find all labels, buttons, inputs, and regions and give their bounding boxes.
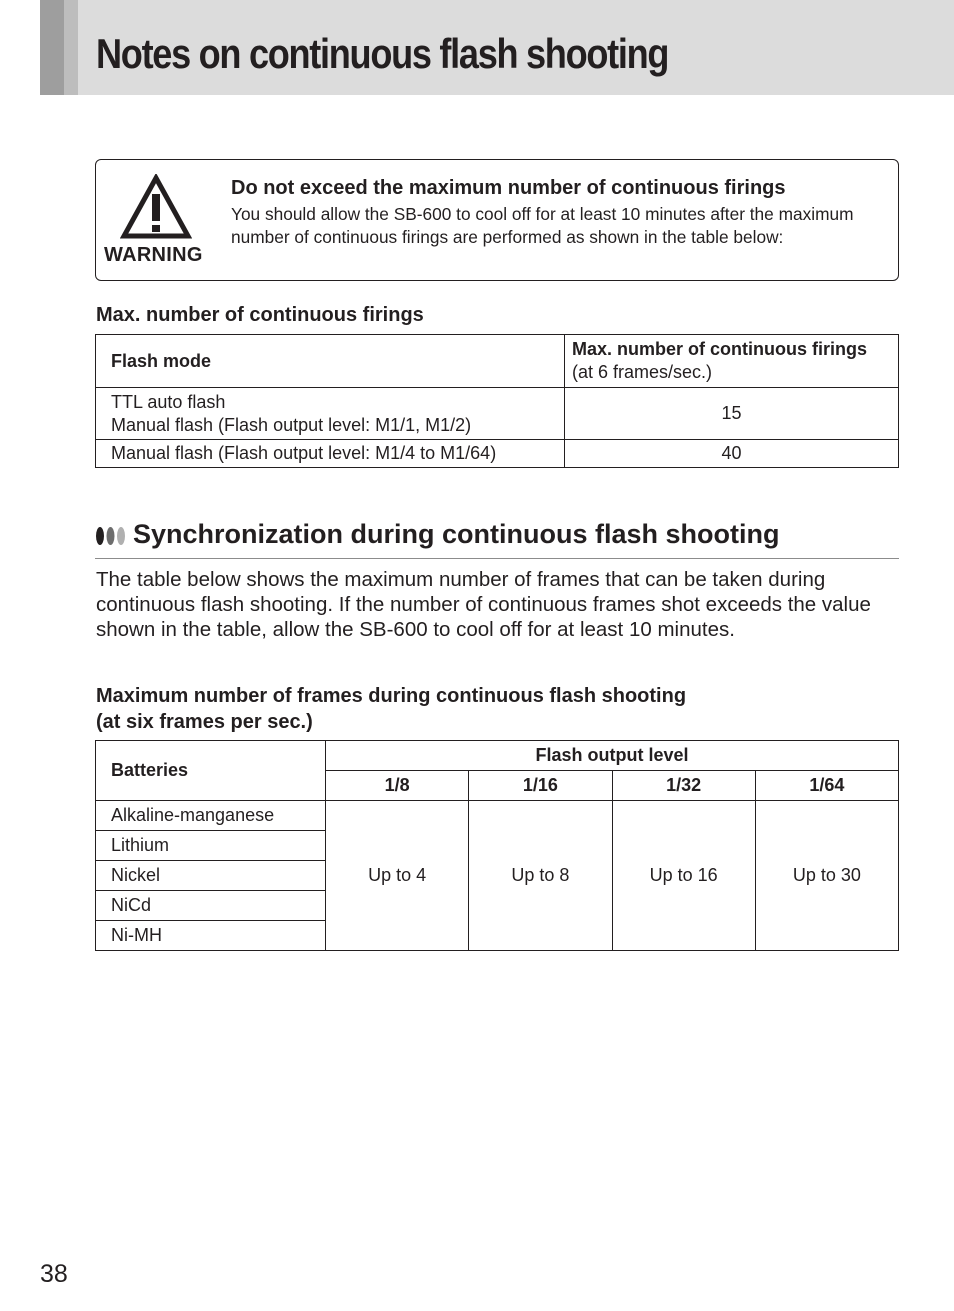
level-header: 1/16 xyxy=(469,771,612,801)
warning-heading: Do not exceed the maximum number of continuous firings xyxy=(231,177,786,199)
level-header: 1/64 xyxy=(755,771,898,801)
table-row xyxy=(96,388,899,440)
header-accent-bar-light xyxy=(64,0,78,95)
section-bullet-icon xyxy=(95,525,127,547)
flash-output-level-header: Flash output level xyxy=(326,741,899,771)
firings-table-heading: Max. number of continuous firings xyxy=(96,304,424,326)
flash-mode-line: TTL auto flash xyxy=(111,391,226,412)
table-header-row xyxy=(96,335,899,388)
flash-mode-cell xyxy=(96,388,565,440)
warning-box xyxy=(95,159,899,281)
frames-table xyxy=(95,740,899,951)
flash-mode-header: Flash mode xyxy=(96,335,565,388)
flash-mode-line: Manual flash (Flash output level: M1/1, M1/2) xyxy=(111,414,472,435)
frames-value: Up to 8 xyxy=(469,801,612,951)
warning-label: WARNING xyxy=(104,244,203,266)
header-accent-bar xyxy=(40,0,64,95)
firings-value: 40 xyxy=(565,440,899,468)
max-firings-header-note: (at 6 frames/sec.) xyxy=(572,362,713,382)
battery-cell: Alkaline-manganese xyxy=(96,801,326,831)
level-header: 1/32 xyxy=(612,771,755,801)
frames-value: Up to 30 xyxy=(755,801,898,951)
table-row xyxy=(96,440,899,468)
battery-cell: Nickel xyxy=(96,861,326,891)
section-body: The table below shows the maximum number of frames that can be taken during continuous flash shooting. If the number of continuous frames shot exceeds the value shown in the table, allow the SB-600 to cool off for at least 10 minutes. xyxy=(96,568,871,641)
table-header-row xyxy=(96,741,899,771)
frames-value: Up to 4 xyxy=(326,801,469,951)
table-row xyxy=(96,801,899,831)
firings-table xyxy=(95,334,899,468)
page-title: Notes on continuous flash shooting xyxy=(96,30,669,77)
warning-body: You should allow the SB-600 to cool off for at least 10 minutes after the maximum number of continuous firings are performed as shown in the table below: xyxy=(231,204,854,247)
battery-cell: Ni-MH xyxy=(96,921,326,951)
batteries-header: Batteries xyxy=(96,741,326,801)
level-header: 1/8 xyxy=(326,771,469,801)
page-number: 38 xyxy=(40,1260,68,1288)
frames-value: Up to 16 xyxy=(612,801,755,951)
max-firings-header-bold: Max. number of continuous firings xyxy=(572,339,868,359)
frames-table-heading-line2: (at six frames per sec.) xyxy=(96,711,313,733)
max-firings-header xyxy=(565,335,899,388)
flash-mode-cell: Manual flash (Flash output level: M1/4 to M1/64) xyxy=(96,440,565,468)
section-title: Synchronization during continuous flash shooting xyxy=(133,519,780,549)
warning-triangle-icon xyxy=(120,174,192,240)
battery-cell: Lithium xyxy=(96,831,326,861)
section-divider xyxy=(95,558,899,559)
frames-table-heading-line1: Maximum number of frames during continuous flash shooting xyxy=(96,685,687,707)
battery-cell: NiCd xyxy=(96,891,326,921)
firings-value: 15 xyxy=(565,388,899,440)
